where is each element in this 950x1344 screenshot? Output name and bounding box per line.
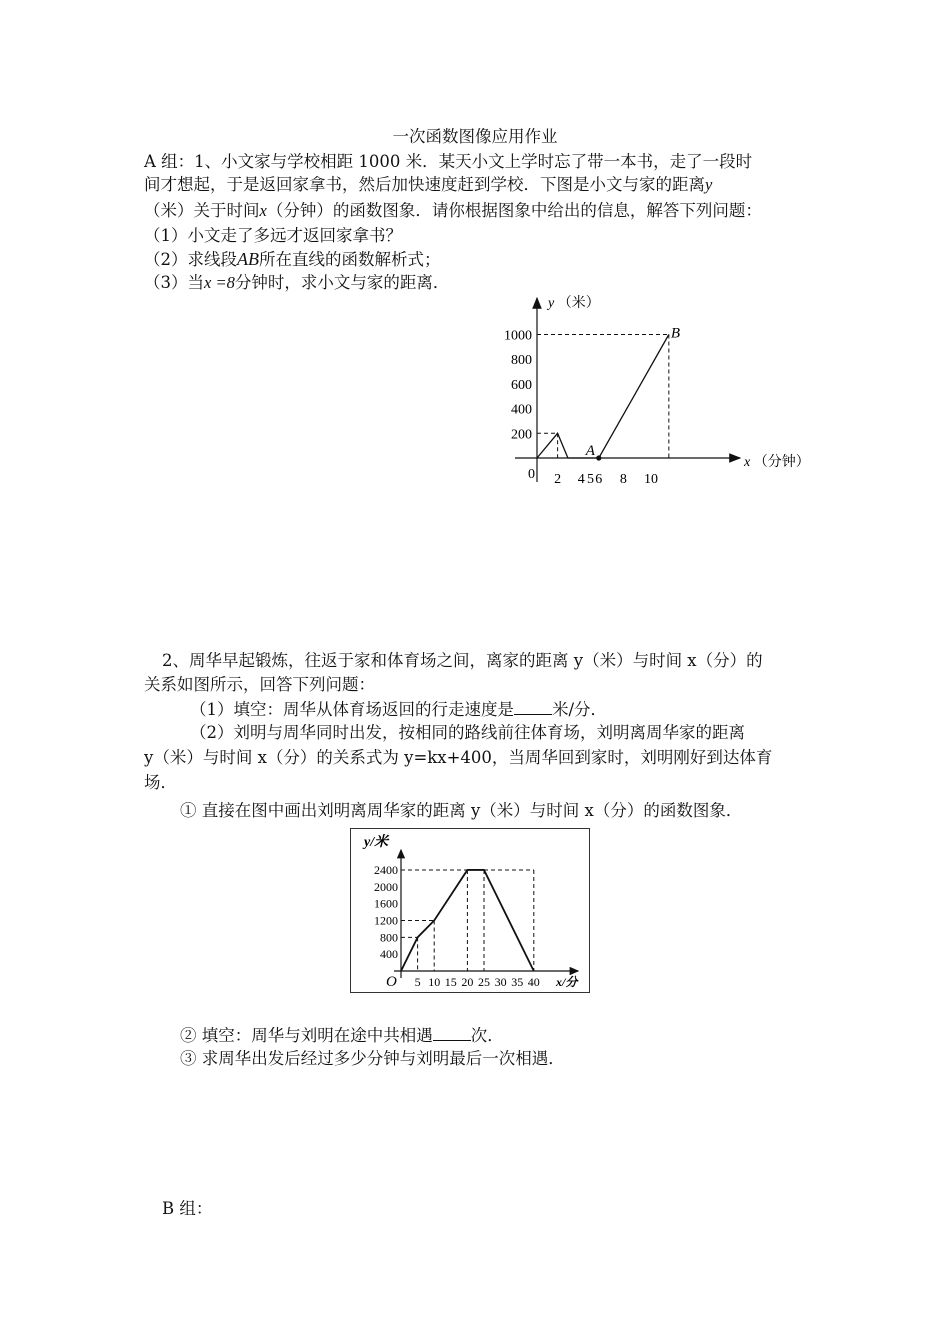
var-x: x xyxy=(259,201,267,220)
q1-sub3: （3）当x =8分钟时，求小文与家的距离． xyxy=(144,273,450,292)
q2-circ2: ② 填空：周华与刘明在途中共相遇 次． xyxy=(180,1026,504,1045)
x-tick-label: 6 xyxy=(595,472,603,487)
x-tick-label: 30 xyxy=(494,975,507,989)
q2-circ1: ① 直接在图中画出刘明离周华家的距离 y（米）与时间 x（分）的函数图象． xyxy=(180,801,743,820)
y-tick-label: 1000 xyxy=(504,328,532,344)
series-line xyxy=(537,335,669,459)
x-tick-label: 40 xyxy=(527,975,540,989)
x-tick-label: 25 xyxy=(478,975,490,989)
x-tick-label: 2 xyxy=(554,472,562,487)
q1-sub1: （1）小文走了多远才返回家拿书？ xyxy=(144,226,402,245)
y-tick-label: 1200 xyxy=(374,913,398,928)
var-y: y xyxy=(705,175,713,194)
q1-sub2: （2）求线段AB所在直线的函数解析式； xyxy=(144,249,441,269)
y-tick-label: 800 xyxy=(511,353,532,369)
x-tick-label: 10 xyxy=(428,975,441,989)
group-b-label: B 组： xyxy=(162,1199,213,1218)
x-tick-label: 10 xyxy=(644,472,658,487)
y-tick-label: 2000 xyxy=(374,879,398,894)
y-axis-label: y （米） xyxy=(548,296,600,311)
q2-sub2-line2: y（米）与时间 x（分）的关系式为 y=kx+400，当周华回到家时，刘明刚好到达体育 xyxy=(144,748,773,767)
y-tick-label: 400 xyxy=(511,402,532,418)
x-tick-label: 4 xyxy=(577,472,585,487)
point-b-label: B xyxy=(670,325,681,342)
x-axis-label: x （分钟） xyxy=(744,455,810,470)
q2-sub2-line1: （2）刘明与周华同时出发，按相同的路线前往体育场，刘明离周华家的距离 xyxy=(190,723,745,742)
x-axis-label: x/分 xyxy=(556,975,578,989)
q1-line2: 间才想起，于是返回家拿书，然后加快速度赶到学校．下图是小文与家的距离y xyxy=(144,175,713,194)
q1-line3: （米）关于时间x（分钟）的函数图象．请你根据图象中给出的信息，解答下列问题： xyxy=(144,201,762,220)
x-tick-label: 20 xyxy=(461,975,474,989)
q2-sub2-line3: 场． xyxy=(144,773,177,792)
q2-line2: 关系如图所示，回答下列问题： xyxy=(144,675,375,694)
point-a-label: A xyxy=(585,443,595,459)
y-axis-label: y/米 xyxy=(364,835,389,850)
x-tick-label: 35 xyxy=(511,975,524,989)
q2-line1: 2、周华早起锻炼，往返于家和体育场之间，离家的距离 y（米）与时间 x（分）的 xyxy=(162,651,763,670)
q2-circ3: ③ 求周华出发后经过多少分钟与刘明最后一次相遇． xyxy=(180,1049,565,1068)
q1-line1: A 组：1、小文家与学校相距 1000 米．某天小文上学时忘了带一本书，走了一段时 xyxy=(144,152,753,171)
y-tick-label: 400 xyxy=(380,947,398,962)
x-tick-label: 5 xyxy=(414,975,421,989)
y-tick-label: 1600 xyxy=(374,896,398,911)
y-tick-label: 800 xyxy=(380,930,398,945)
chart-distance-time-1 xyxy=(490,290,840,495)
origin-label: O xyxy=(386,974,397,990)
chart-distance-time-2 xyxy=(350,828,590,993)
x-tick-label: 5 xyxy=(587,472,594,487)
point-a xyxy=(596,455,601,460)
page-title: 一次函数图像应用作业 xyxy=(392,127,558,146)
y-tick-label: 2400 xyxy=(374,862,398,877)
x-tick-label: 8 xyxy=(619,472,627,487)
x-tick-label: 15 xyxy=(444,975,457,989)
origin-label: 0 xyxy=(528,467,535,482)
answer-blank-2[interactable] xyxy=(433,1024,471,1041)
answer-blank[interactable] xyxy=(514,698,552,715)
y-tick-label: 600 xyxy=(511,377,532,393)
y-tick-label: 200 xyxy=(511,427,532,443)
q2-sub1: （1）填空：周华从体育场返回的行走速度是 米/分． xyxy=(190,700,608,719)
